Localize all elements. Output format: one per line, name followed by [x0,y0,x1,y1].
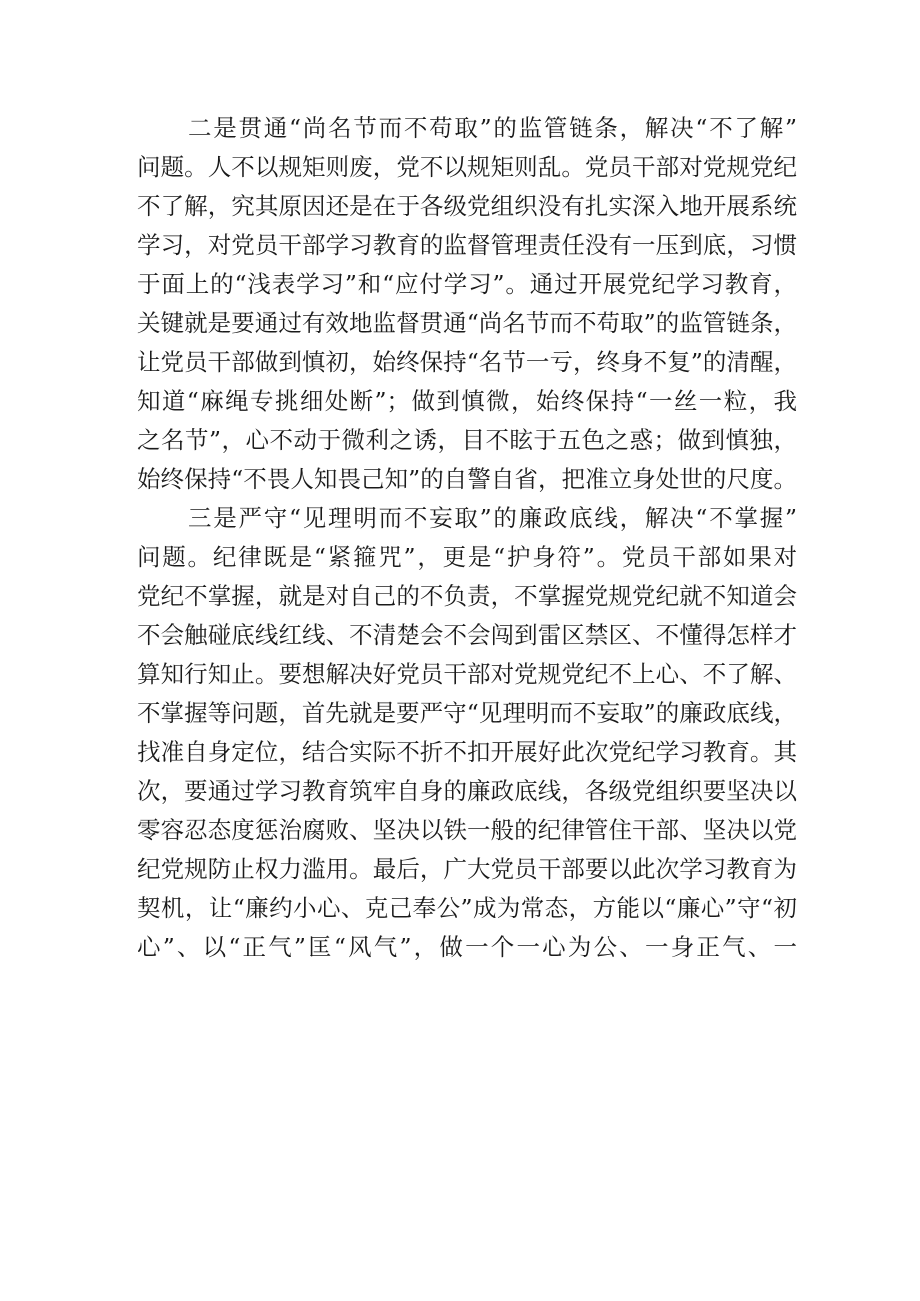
paragraph-line: 关键就是要通过有效地监督贯通“尚名节而不苟取”的监管链条， [137,309,797,337]
paragraph-line: 让党员干部做到慎初，始终保持“名节一亏，终身不复”的清醒， [137,348,797,376]
paragraph-line: 知道“麻绳专挑细处断”；做到慎微，始终保持“一丝一粒，我 [137,387,797,415]
paragraph-line: 三是严守“见理明而不妄取”的廉政底线，解决“不掌握” [188,504,797,532]
paragraph-line: 不掌握等问题，首先就是要严守“见理明而不妄取”的廉政底线， [137,699,797,727]
paragraph-line: 问题。纪律既是“紧箍咒”，更是“护身符”。党员干部如果对 [137,543,797,571]
paragraph-line: 不了解，究其原因还是在于各级党组织没有扎实深入地开展系统 [137,192,797,220]
paragraph-line: 始终保持“不畏人知畏己知”的自警自省，把准立身处世的尺度。 [137,465,797,493]
paragraph-line: 契机，让“廉约小心、克己奉公”成为常态，方能以“廉心”守“初 [137,894,797,922]
paragraph-line: 学习，对党员干部学习教育的监督管理责任没有一压到底，习惯 [137,231,797,259]
paragraph-line: 心”、以“正气”匡“风气”，做一个一心为公、一身正气、一 [137,933,797,961]
paragraph-line: 算知行知止。要想解决好党员干部对党规党纪不上心、不了解、 [137,660,797,688]
paragraph-line: 于面上的“浅表学习”和“应付学习”。通过开展党纪学习教育， [137,270,797,298]
paragraph-line: 找准自身定位，结合实际不折不扣开展好此次党纪学习教育。其 [137,738,797,766]
paragraph-line: 不会触碰底线红线、不清楚会不会闯到雷区禁区、不懂得怎样才 [137,621,797,649]
paragraph-line: 纪党规防止权力滥用。最后，广大党员干部要以此次学习教育为 [137,855,797,883]
paragraph-line: 之名节”，心不动于微利之诱，目不眩于五色之惑；做到慎独， [137,426,797,454]
paragraph-line: 零容忍态度惩治腐败、坚决以铁一般的纪律管住干部、坚决以党 [137,816,797,844]
paragraph-line: 二是贯通“尚名节而不苟取”的监管链条，解决“不了解” [188,114,797,142]
paragraph-line: 问题。人不以规矩则废，党不以规矩则乱。党员干部对党规党纪 [137,153,797,181]
paragraph-line: 党纪不掌握，就是对自己的不负责，不掌握党规党纪就不知道会 [137,582,797,610]
paragraph-line: 次，要通过学习教育筑牢自身的廉政底线，各级党组织要坚决以 [137,777,797,805]
